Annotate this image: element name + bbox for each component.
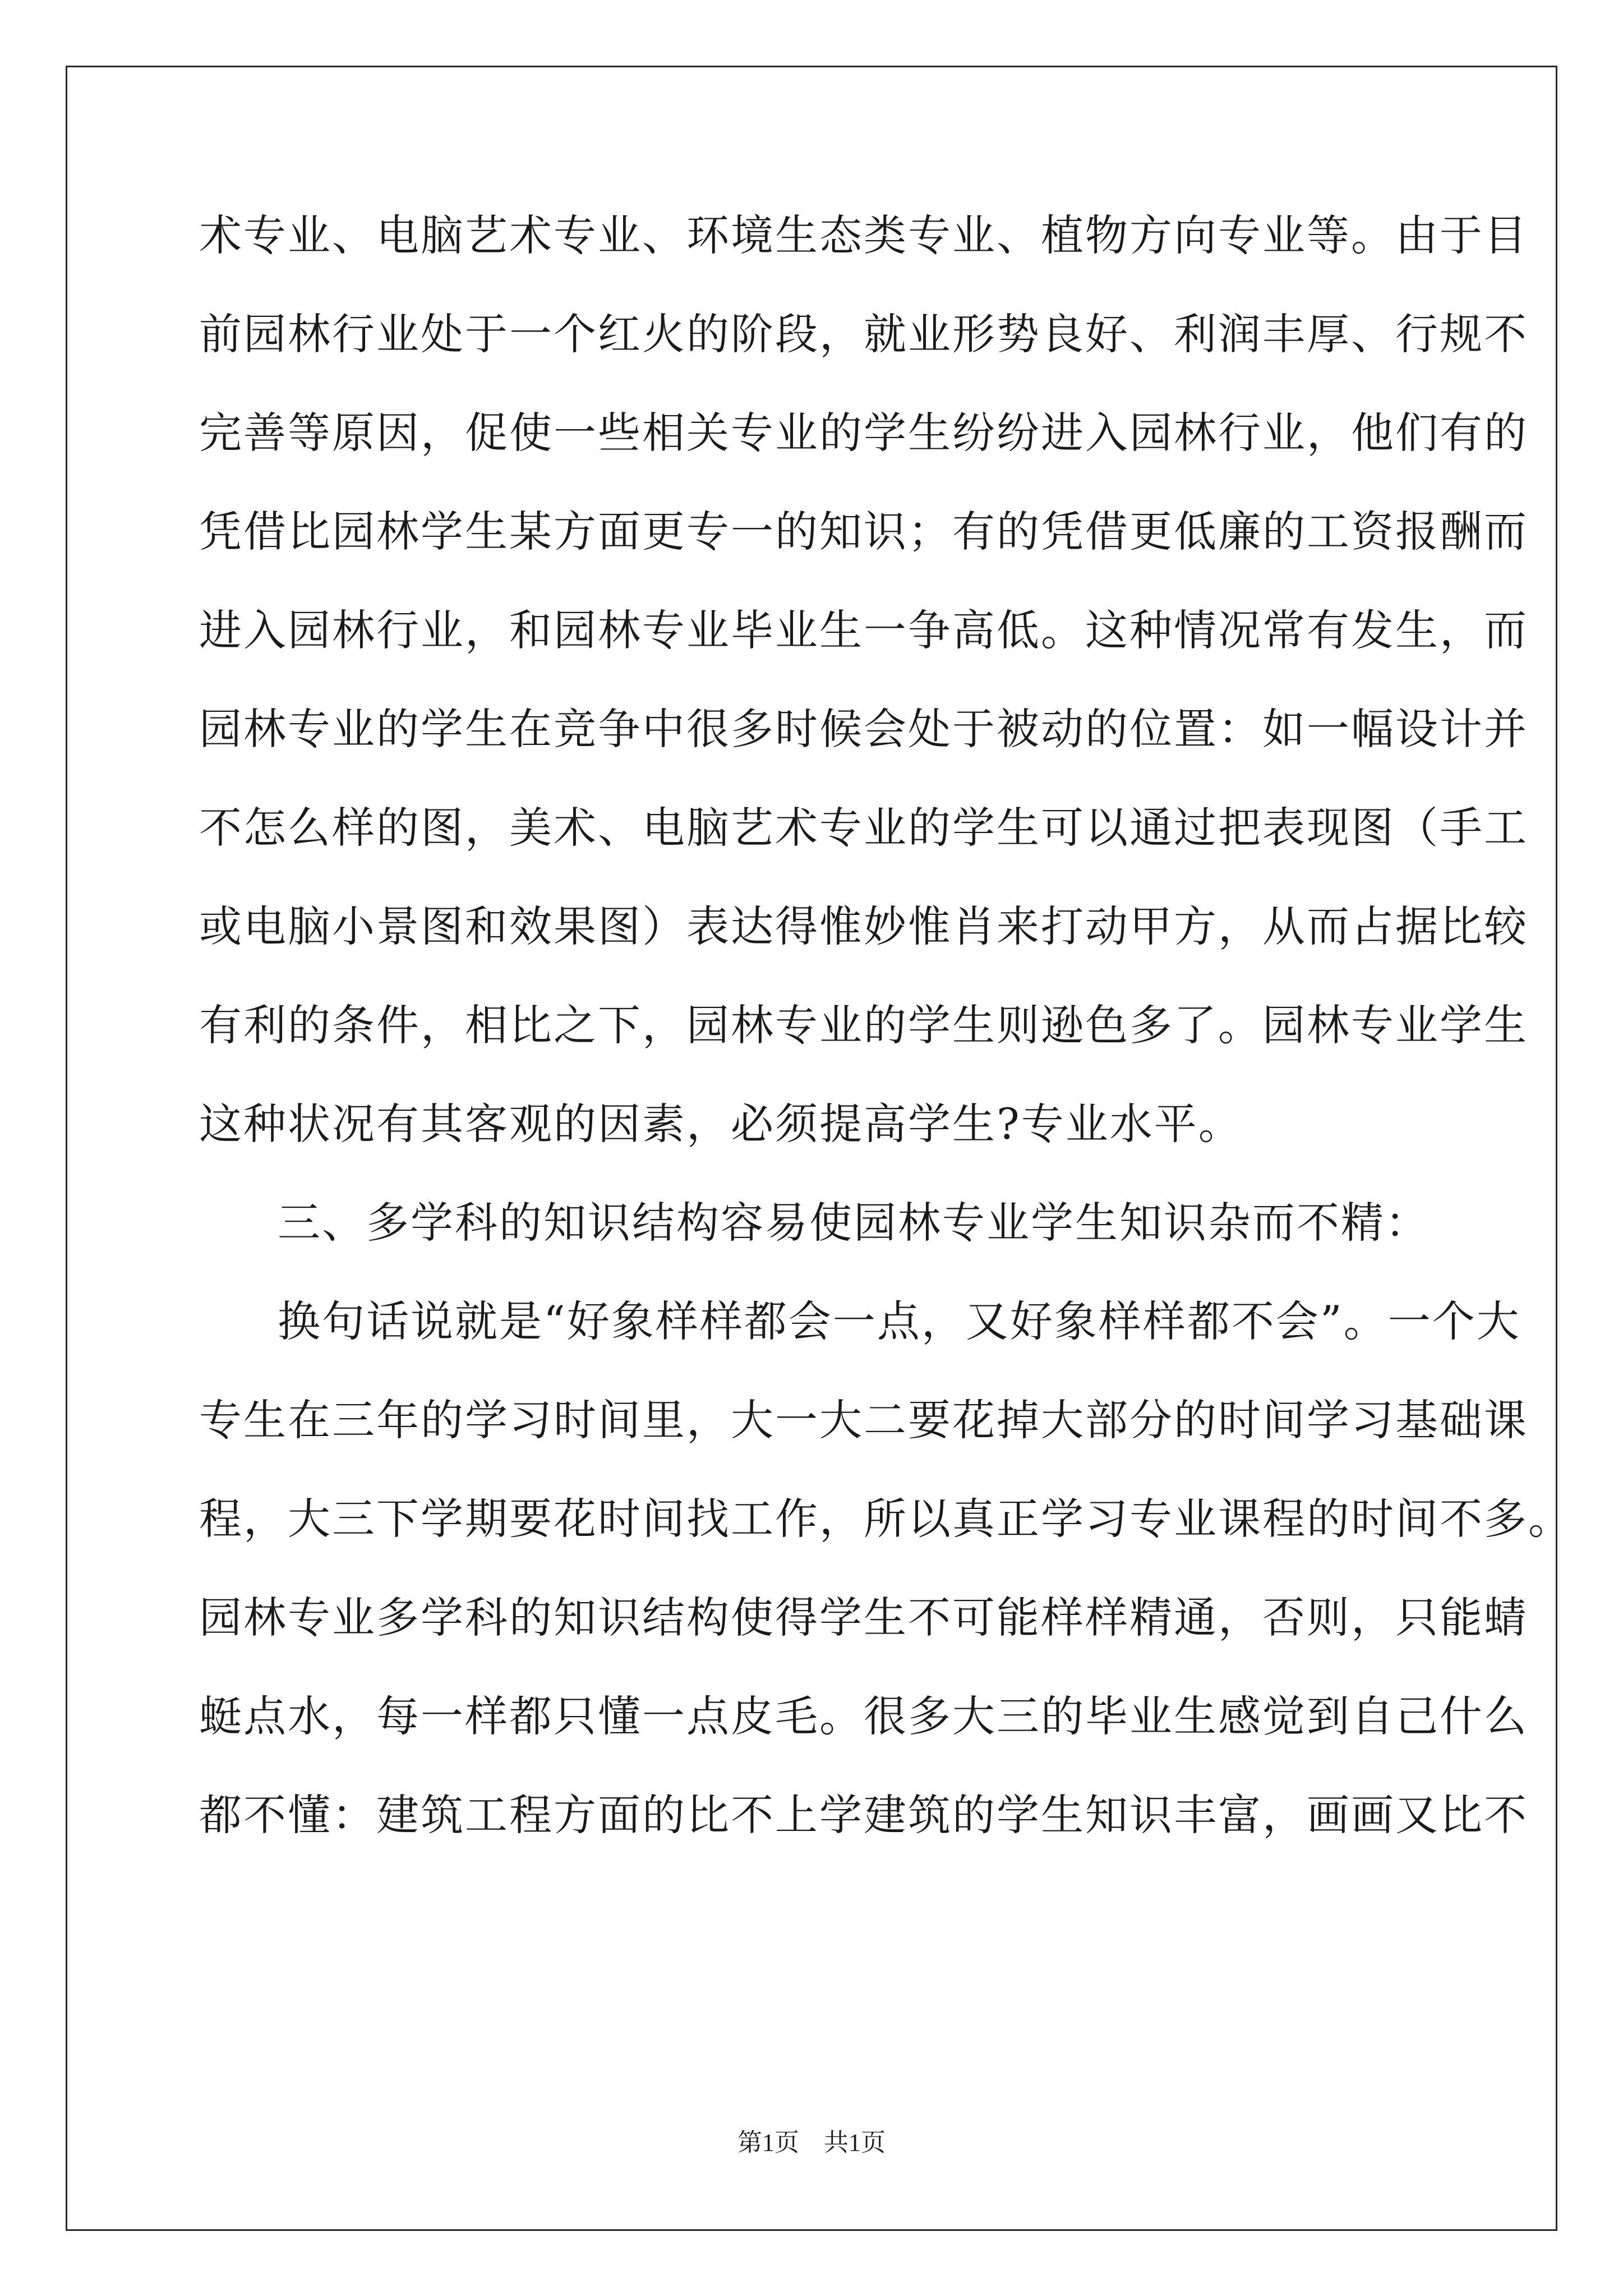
text-line: 进入园林行业，和园林专业毕业生一争高低。这种情况常有发生，而 <box>199 605 1528 655</box>
text-line: 换句话说就是“好象样样都会一点，又好象样样都不会”。一个大 <box>278 1296 1521 1346</box>
text-line: 蜓点水，每一样都只懂一点皮毛。很多大三的毕业生感觉到自己什么 <box>199 1691 1528 1741</box>
text-line: 有利的条件，相比之下，园林专业的学生则逊色多了。园林专业学生 <box>199 1000 1528 1050</box>
text-line: 专生在三年的学习时间里，大一大二要花掉大部分的时间学习基础课 <box>199 1395 1528 1445</box>
text-line: 园林专业的学生在竞争中很多时候会处于被动的位置：如一幅设计并 <box>199 704 1528 754</box>
text-line: 不怎么样的图，美术、电脑艺术专业的学生可以通过把表现图（手工 <box>199 803 1528 853</box>
text-line: 都不懂：建筑工程方面的比不上学建筑的学生知识丰富，画画又比不 <box>199 1790 1528 1840</box>
text-line: 术专业、电脑艺术专业、环境生态类专业、植物方向专业等。由于目 <box>199 210 1528 260</box>
text-line: 凭借比园林学生某方面更专一的知识；有的凭借更低廉的工资报酬而 <box>199 507 1528 556</box>
page-footer: 第1页 共1页 <box>737 2129 886 2156</box>
text-line: 程，大三下学期要花时间找工作，所以真正学习专业课程的时间不多。 <box>199 1494 1573 1544</box>
text-line: 前园林行业处于一个红火的阶段，就业形势良好、利润丰厚、行规不 <box>199 309 1528 359</box>
text-line: 园林专业多学科的知识结构使得学生不可能样样精通，否则，只能蜻 <box>199 1593 1528 1642</box>
text-line: 或电脑小景图和效果图）表达得惟妙惟肖来打动甲方，从而占据比较 <box>199 901 1528 951</box>
text-line: 这种状况有其客观的因素，必须提高学生?专业水平。 <box>199 1099 1243 1149</box>
section-heading: 三、多学科的知识结构容易使园林专业学生知识杂而不精： <box>278 1198 1430 1248</box>
text-line: 完善等原因，促使一些相关专业的学生纷纷进入园林行业，他们有的 <box>199 408 1528 458</box>
